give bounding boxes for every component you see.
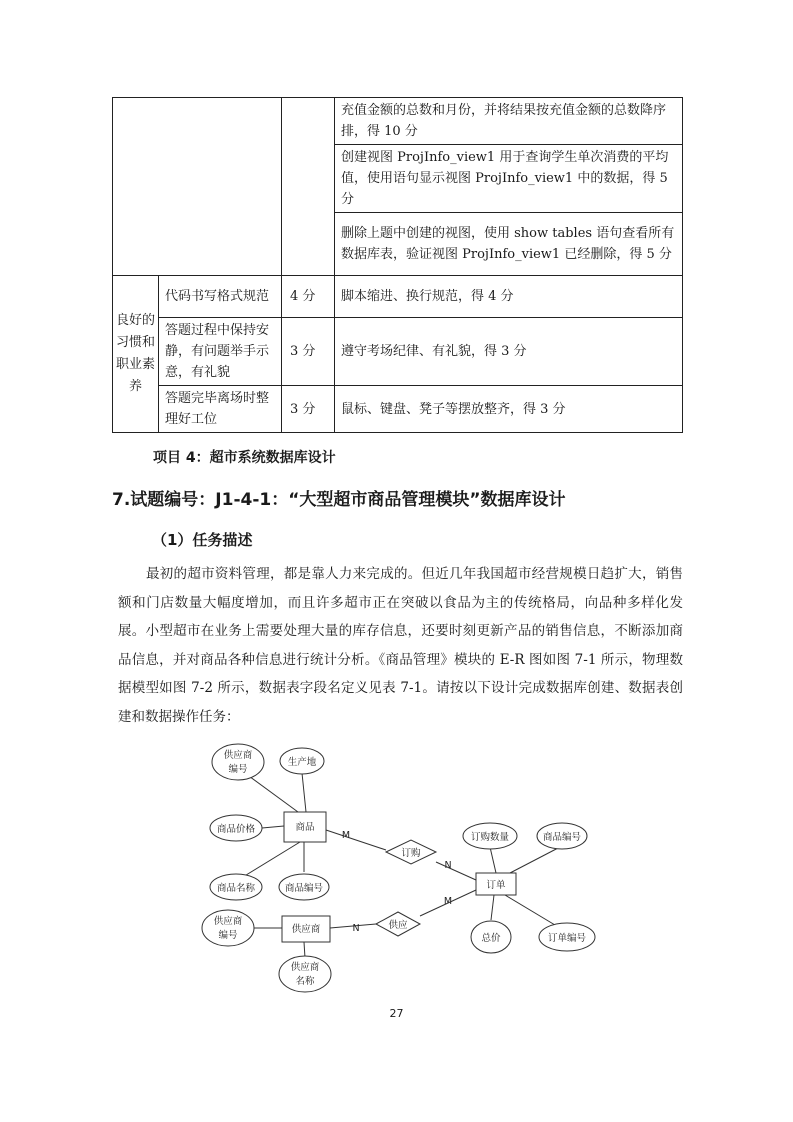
category-cell: 良好的习惯和职业素养 xyxy=(113,276,159,433)
subsection-heading: （1）任务描述 xyxy=(152,531,253,549)
cardinality-label: N xyxy=(352,923,360,934)
criteria-cell: 删除上题中创建的视图，使用 show tables 语句查看所有数据库表，验证视图 ProjInfo_view1 已经删除，得 5 分 xyxy=(335,213,683,276)
attr-label: 商品编号 xyxy=(284,883,324,894)
relationship-supply-label: 供应 xyxy=(388,920,408,931)
attr-label: 供应商 xyxy=(290,962,320,973)
score-cell: 3 分 xyxy=(282,386,335,433)
attr-label: 商品价格 xyxy=(216,824,256,835)
entity-order-label: 订单 xyxy=(486,880,506,891)
cardinality-label: M xyxy=(341,830,351,841)
attr-label: 总价 xyxy=(481,933,501,944)
entity-supplier-label: 供应商 xyxy=(291,924,321,935)
criteria-cell: 脚本缩进、换行规范，得 4 分 xyxy=(335,276,683,318)
attr-label: 订购数量 xyxy=(470,832,510,843)
cardinality-label: M xyxy=(443,896,453,907)
item-cell: 答题完毕离场时整理好工位 xyxy=(159,386,282,433)
item-cell: 答题过程中保持安静，有问题举手示意，有礼貌 xyxy=(159,318,282,386)
attr-label: 编号 xyxy=(228,764,248,775)
entity-goods-label: 商品 xyxy=(295,822,315,833)
attr-label: 编号 xyxy=(218,930,238,941)
criteria-cell: 充值金额的总数和月份，并将结果按充值金额的总数降序排，得 10 分 xyxy=(335,98,683,145)
attr-label: 供应商 xyxy=(213,916,243,927)
attr-label: 商品名称 xyxy=(216,883,256,894)
criteria-cell: 创建视图 ProjInfo_view1 用于查询学生单次消费的平均值，使用语句显示视图 ProjInfo_view1 中的数据，得 5 分 xyxy=(335,145,683,213)
item-cell: 代码书写格式规范 xyxy=(159,276,282,318)
criteria-cell: 遵守考场纪律、有礼貌，得 3 分 xyxy=(335,318,683,386)
page-number: 27 xyxy=(389,1007,404,1020)
question-heading: 7.试题编号：J1-4-1：“大型超市商品管理模块”数据库设计 xyxy=(112,490,566,510)
criteria-cell: 鼠标、键盘、凳子等摆放整齐，得 3 分 xyxy=(335,386,683,433)
cardinality-label: N xyxy=(444,860,452,871)
attr-label: 供应商 xyxy=(223,750,253,761)
score-cell: 3 分 xyxy=(282,318,335,386)
task-description: 最初的超市资料管理，都是靠人力来完成的。但近几年我国超市经营规模日趋扩大，销售额和门店数量大幅度增加，而且许多超市正在突破以食品为主的传统格局，向品种多样化发展。小型超市在业务上需要处理大量的库存信息，还要时刻更新产品的销售信息，不断添加商品信息，并对商品各种信息进行统计分析。《商品管理》模块的 E-R 图如图 7-1 所示，物理数据模型如图 7-2 所示，数据表字段名定义见表 7-1。请按以下设计完成数据库创建、数据表创建和数据操作任务： xyxy=(118,566,683,725)
relationship-order-label: 订购 xyxy=(401,848,421,859)
attr-label: 商品编号 xyxy=(542,832,582,843)
project-heading: 项目 4：超市系统数据库设计 xyxy=(153,450,336,466)
attr-label: 名称 xyxy=(295,976,315,987)
score-cell: 4 分 xyxy=(282,276,335,318)
attr-label: 生产地 xyxy=(287,757,317,768)
attr-label: 订单编号 xyxy=(547,933,587,944)
